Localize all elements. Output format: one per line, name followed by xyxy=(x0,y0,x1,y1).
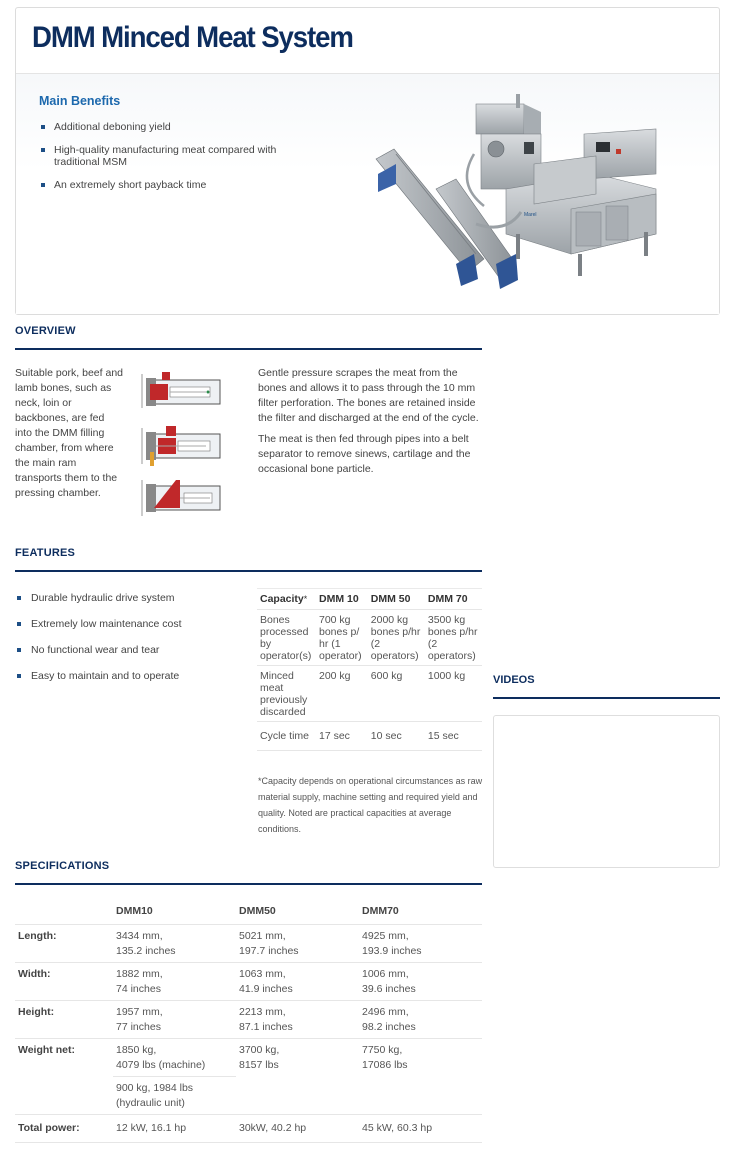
capacity-header-cell: DMM 10 xyxy=(316,589,368,610)
capacity-row-label: Minced meat previously discarded xyxy=(257,666,316,722)
spec-header-cell: DMM50 xyxy=(236,899,359,925)
spec-cell-empty xyxy=(359,1077,482,1115)
hero-header xyxy=(16,8,719,74)
spec-value: 45 kW, 60.3 hp xyxy=(359,1115,482,1143)
spec-value: 39.6 inches xyxy=(362,983,416,995)
capacity-row-label: Cycle time xyxy=(257,722,316,751)
spec-cell xyxy=(359,1039,482,1077)
spec-value: 41.9 inches xyxy=(239,983,293,995)
capacity-row-label: Bones processed by operator(s) xyxy=(257,610,316,666)
capacity-label-text: Capacity xyxy=(260,593,304,605)
capacity-cell: 700 kg bones p/ hr (1 operator) xyxy=(316,610,368,666)
capacity-cell: 1000 kg xyxy=(425,666,482,722)
spec-cell xyxy=(359,925,482,963)
spec-row-weight-hydraulic xyxy=(15,1077,482,1115)
feature-item: Easy to maintain and to operate xyxy=(17,670,237,683)
overview-right-text xyxy=(258,366,483,483)
benefit-item: High-quality manufacturing meat compared with traditional MSM xyxy=(40,144,290,168)
capacity-cell: 15 sec xyxy=(425,722,482,751)
pressing-chamber-diagrams xyxy=(136,368,228,518)
capacity-table xyxy=(257,588,482,751)
spec-value: 98.2 inches xyxy=(362,1021,416,1033)
videos-rule xyxy=(493,697,720,699)
spec-row-width xyxy=(15,963,482,1001)
spec-value: 30kW, 40.2 hp xyxy=(236,1115,359,1143)
specifications-rule xyxy=(15,883,482,885)
video-player-box[interactable] xyxy=(493,715,720,868)
spec-row-power xyxy=(15,1115,482,1143)
hero-panel xyxy=(15,7,720,315)
spec-header-row xyxy=(15,899,482,925)
spec-cell xyxy=(113,925,236,963)
capacity-header-label xyxy=(257,589,316,610)
spec-cell xyxy=(113,1077,236,1115)
spec-row-height xyxy=(15,1001,482,1039)
benefits-list xyxy=(40,121,290,202)
capacity-row xyxy=(257,722,482,751)
spec-header-cell: DMM70 xyxy=(359,899,482,925)
capacity-row xyxy=(257,666,482,722)
videos-title: VIDEOS xyxy=(493,674,535,686)
spec-value: 900 kg, 1984 lbs xyxy=(116,1082,194,1094)
machine-brand-label: Marel xyxy=(524,212,537,218)
spec-value: 1063 mm, xyxy=(239,968,286,980)
capacity-row xyxy=(257,610,482,666)
diagram-stage-2 xyxy=(142,426,220,466)
spec-cell xyxy=(359,963,482,1001)
spec-value: 17086 lbs xyxy=(362,1059,408,1071)
overview-title: OVERVIEW xyxy=(15,325,76,337)
capacity-header-cell: DMM 70 xyxy=(425,589,482,610)
spec-value: 8157 lbs xyxy=(239,1059,279,1071)
spec-value: 135.2 inches xyxy=(116,945,176,957)
spec-cell xyxy=(236,1039,359,1077)
spec-cell xyxy=(236,1001,359,1039)
features-title: FEATURES xyxy=(15,547,76,559)
spec-value: 74 inches xyxy=(116,983,161,995)
capacity-cell: 10 sec xyxy=(368,722,425,751)
spec-label: Height: xyxy=(15,1001,113,1039)
spec-value: 7750 kg, xyxy=(362,1044,403,1056)
spec-cell xyxy=(236,925,359,963)
benefit-item: Additional deboning yield xyxy=(40,121,290,133)
spec-header-empty xyxy=(15,899,113,925)
overview-paragraph: Gentle pressure scrapes the meat from the bones and allows it to pass through the 10 mm filter perforation. The bones are retained inside the filter and discharged at the end of the cycle. xyxy=(258,367,479,424)
spec-cell xyxy=(113,1001,236,1039)
spec-value: 4079 lbs (machine) xyxy=(116,1059,206,1071)
features-rule xyxy=(15,570,482,572)
spec-value: 1957 mm, xyxy=(116,1006,163,1018)
spec-label: Total power: xyxy=(15,1115,113,1143)
spec-cell xyxy=(113,963,236,1001)
spec-value: 1006 mm, xyxy=(362,968,409,980)
spec-label: Weight net: xyxy=(18,1044,75,1056)
capacity-footnote: *Capacity depends on operational circumstances as raw material supply, machine setting and required yield and quality. Noted are practical capacities at average conditions. xyxy=(258,776,483,834)
benefit-item: An extremely short payback time xyxy=(40,179,290,191)
spec-row-length xyxy=(15,925,482,963)
capacity-cell: 2000 kg bones p/hr (2 operators) xyxy=(368,610,425,666)
diagram-stage-3 xyxy=(142,480,220,516)
hero-body xyxy=(16,74,719,314)
spec-cell xyxy=(113,1039,236,1077)
spec-value: 4925 mm, xyxy=(362,930,409,942)
spec-value: 5021 mm, xyxy=(239,930,286,942)
spec-value: 2496 mm, xyxy=(362,1006,409,1018)
spec-value: 3700 kg, xyxy=(239,1044,280,1056)
spec-label: Length: xyxy=(15,925,113,963)
spec-row-weight xyxy=(15,1039,482,1077)
features-list xyxy=(17,592,237,696)
spec-value: 197.7 inches xyxy=(239,945,299,957)
specifications-title: SPECIFICATIONS xyxy=(15,860,110,872)
spec-cell xyxy=(236,963,359,1001)
spec-value: 3434 mm, xyxy=(116,930,163,942)
capacity-cell: 3500 kg bones p/hr (2 operators) xyxy=(425,610,482,666)
spec-value: 87.1 inches xyxy=(239,1021,293,1033)
page-title: DMM Minced Meat System xyxy=(32,21,353,54)
spec-label: Width: xyxy=(15,963,113,1001)
capacity-footnote-mark: * xyxy=(303,594,308,604)
specifications-table xyxy=(15,899,482,1143)
overview-paragraph: The meat is then fed through pipes into a belt separator to remove sinews, cartilage and the occasional bone particle. xyxy=(258,433,471,475)
overview-left-text: Suitable pork, beef and lamb bones, such as neck, loin or backbones, are fed into the DMM filling chamber, from where the main ram transports them to the pressing chamber. xyxy=(15,367,123,499)
overview-rule xyxy=(15,348,482,350)
spec-value: 193.9 inches xyxy=(362,945,422,957)
spec-label-empty xyxy=(15,1077,113,1115)
capacity-cell: 600 kg xyxy=(368,666,425,722)
capacity-cell: 17 sec xyxy=(316,722,368,751)
diagram-stage-1 xyxy=(142,372,220,408)
benefits-title: Main Benefits xyxy=(39,94,121,108)
spec-value: 2213 mm, xyxy=(239,1006,286,1018)
capacity-header-cell: DMM 50 xyxy=(368,589,425,610)
machine-image xyxy=(356,94,676,294)
spec-header-cell: DMM10 xyxy=(113,899,236,925)
spec-value: (hydraulic unit) xyxy=(116,1097,185,1109)
feature-item: Durable hydraulic drive system xyxy=(17,592,237,605)
capacity-header-row xyxy=(257,589,482,610)
spec-value: 1882 mm, xyxy=(116,968,163,980)
spec-value: 1850 kg, xyxy=(116,1044,157,1056)
spec-cell xyxy=(359,1001,482,1039)
feature-item: No functional wear and tear xyxy=(17,644,237,657)
feature-item: Extremely low maintenance cost xyxy=(17,618,237,631)
spec-value: 12 kW, 16.1 hp xyxy=(113,1115,236,1143)
spec-value: 77 inches xyxy=(116,1021,161,1033)
capacity-cell: 200 kg xyxy=(316,666,368,722)
spec-cell-empty xyxy=(236,1077,359,1115)
